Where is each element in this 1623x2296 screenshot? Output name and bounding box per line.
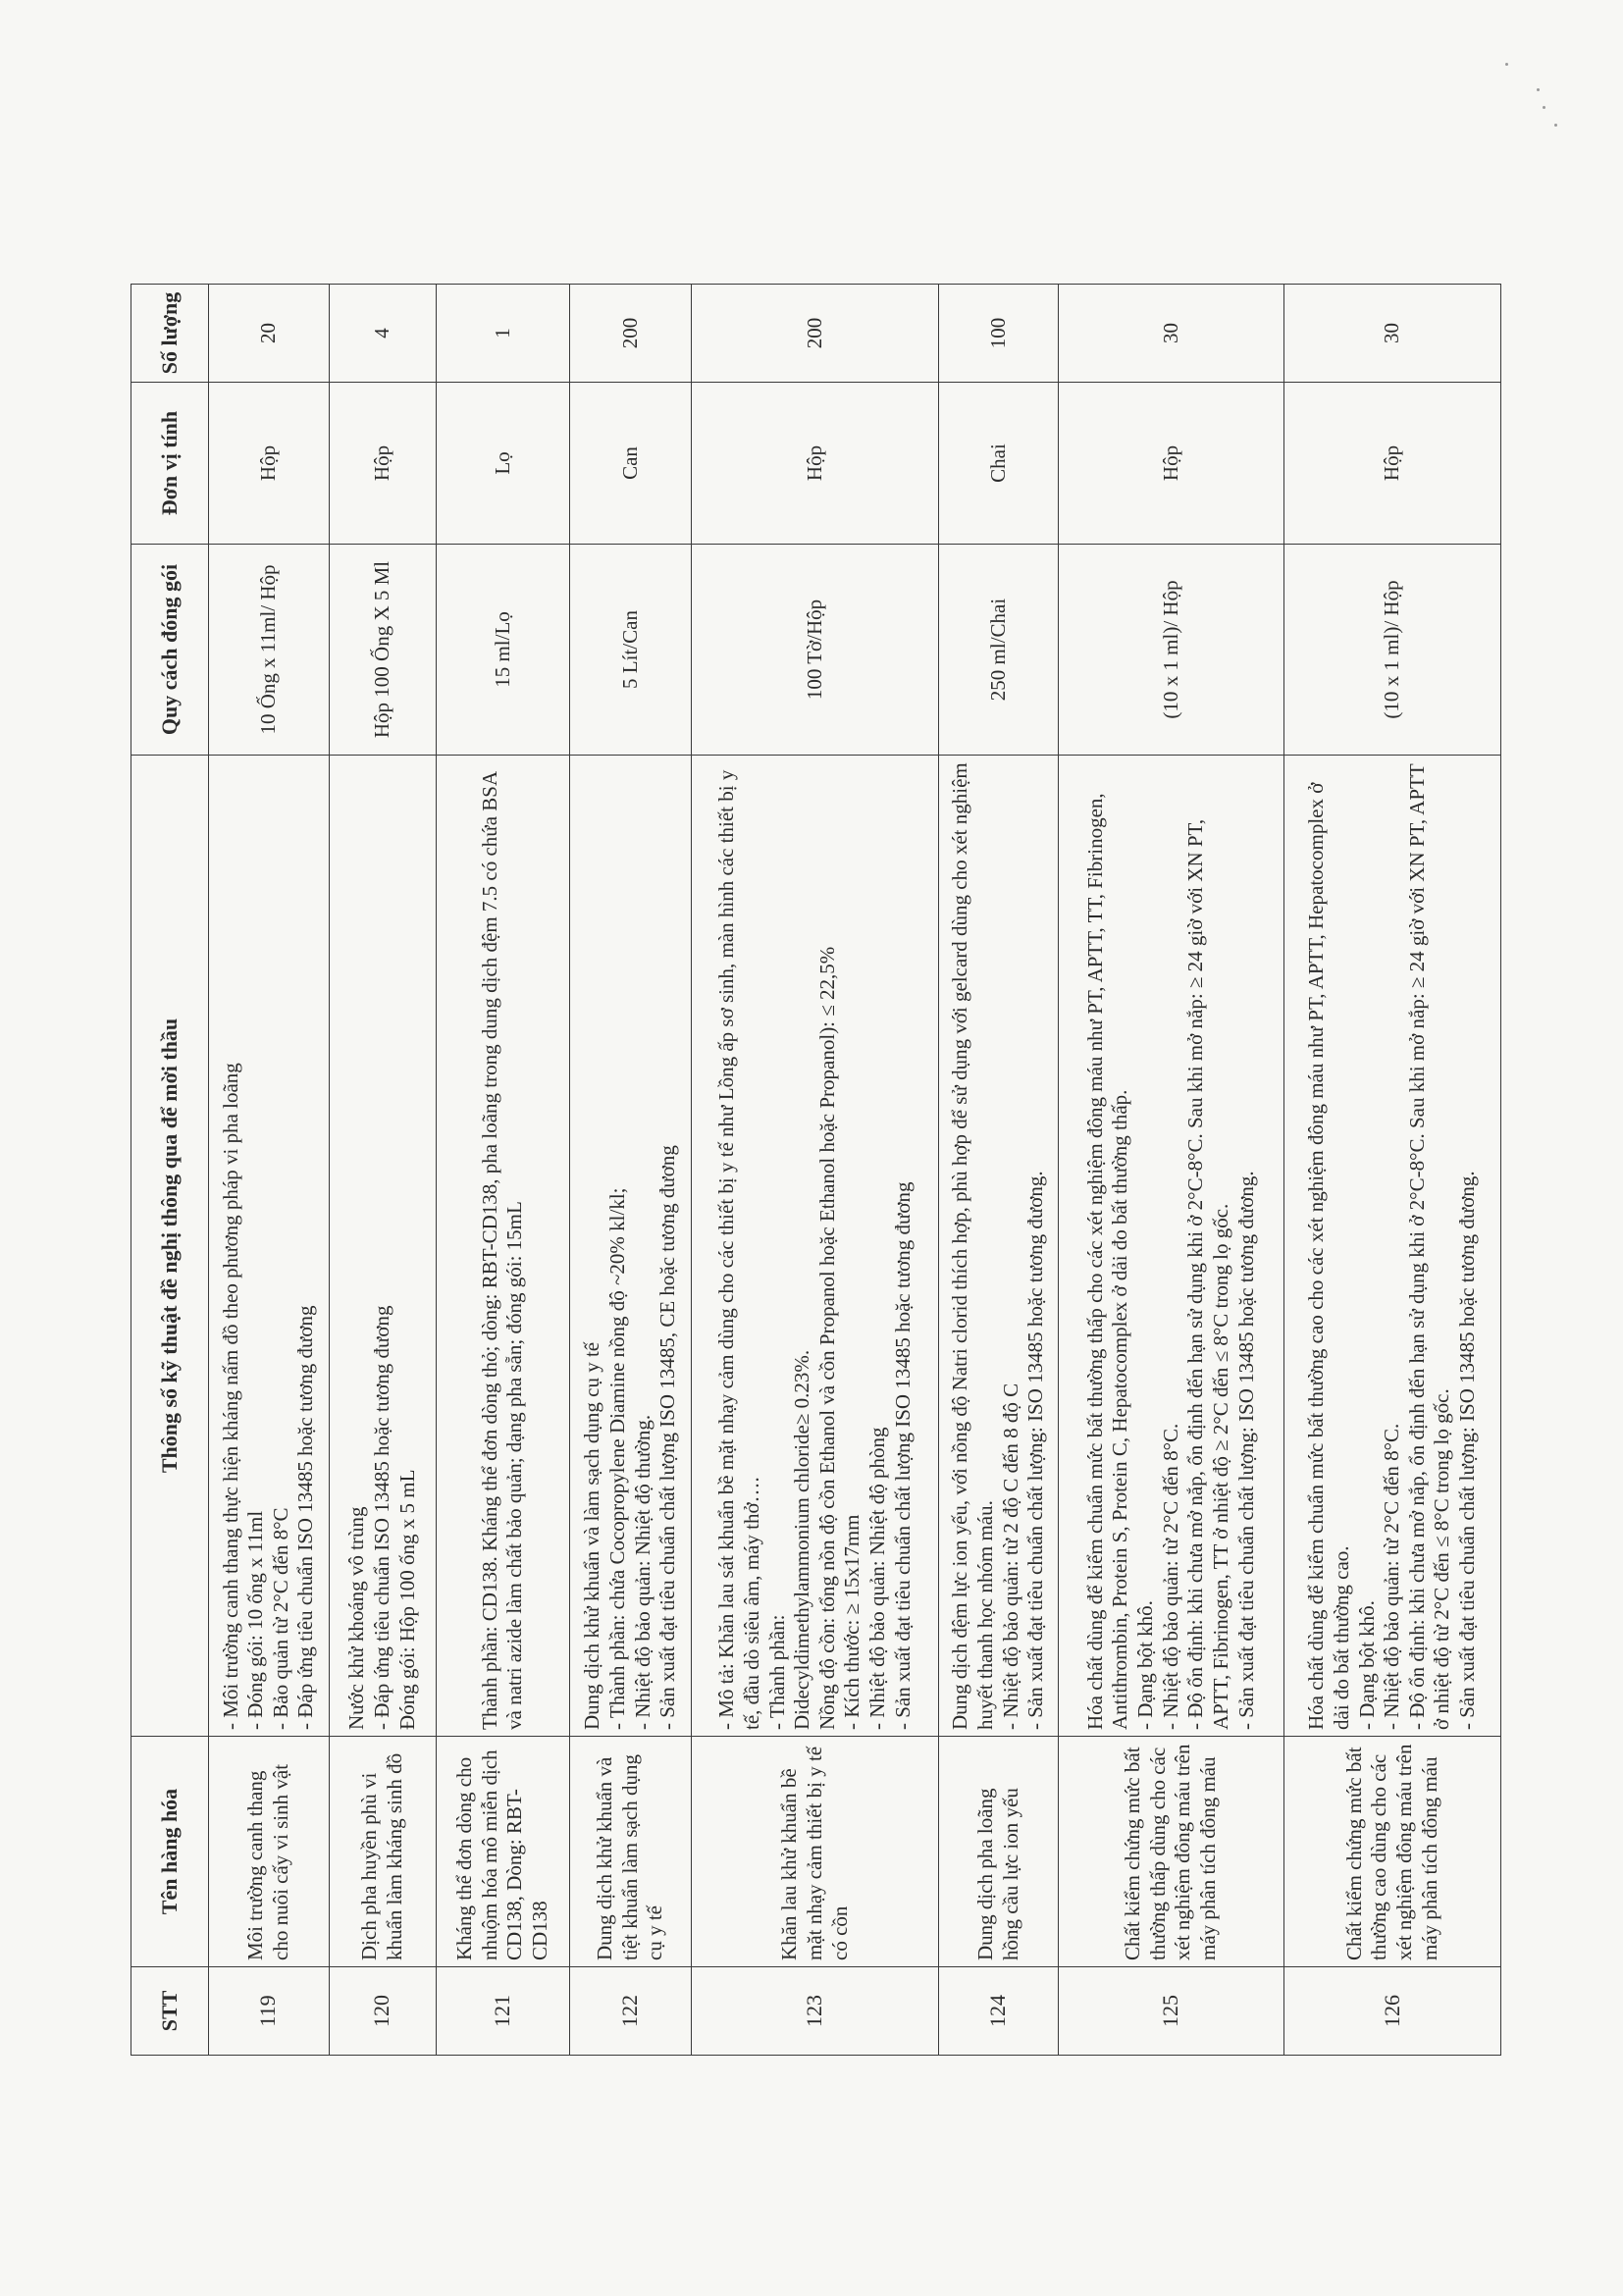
- spec-line: - Sản xuất đạt tiêu chuẩn chất lượng ISO 13485, CE hoặc tương đương: [655, 1145, 680, 1730]
- spec-line: - Đáp ứng tiêu chuẩn ISO 13485 hoặc tương đương: [369, 1305, 393, 1730]
- row-stt: 121: [436, 1967, 569, 2056]
- row-packaging: 10 Ống x 11ml/ Hộp: [209, 545, 330, 756]
- scan-specks: [1486, 59, 1564, 157]
- header-name: Tên hàng hóa: [131, 1737, 209, 1967]
- table-row: [692, 285, 939, 2056]
- row-spec: [569, 756, 692, 1737]
- row-stt: 124: [939, 1967, 1059, 2056]
- row-unit: Hộp: [1283, 383, 1500, 545]
- row-product-name: Chất kiểm chứng mức bất thường thấp dùng cho các xét nghiệm đông máu trên máy phân tích đông máu: [1059, 1737, 1284, 1967]
- row-packaging: (10 x 1 ml)/ Hộp: [1059, 545, 1284, 756]
- spec-line: - Dạng bột khô.: [1354, 1600, 1379, 1730]
- row-unit: Hộp: [209, 383, 330, 545]
- spec-line: Dung dịch khử khuẩn và làm sạch dụng cụ y tế: [580, 1341, 604, 1730]
- spec-line: Hóa chất dùng để kiểm chuẩn mức bất thường thấp cho các xét nghiệm đông máu như PT, APTT, TT, Fibrinogen, Antithrombin, Protein S, Protein C, Hepatocomplex ở dải đo bất thường thấp.: [1082, 793, 1132, 1730]
- table-row: [939, 285, 1059, 2056]
- header-unit: Đơn vị tính: [131, 383, 209, 545]
- spec-line: - Kích thước: ≥ 15x17mm: [840, 1514, 864, 1730]
- row-quantity: 200: [569, 285, 692, 383]
- header-pack: Quy cách đóng gói: [131, 545, 209, 756]
- table-row: [209, 285, 330, 2056]
- row-spec: [1059, 756, 1284, 1737]
- row-quantity: 4: [329, 285, 436, 383]
- table-body: [209, 285, 1501, 2056]
- row-quantity: 1: [436, 285, 569, 383]
- row-quantity: 30: [1059, 285, 1284, 383]
- row-spec: [939, 756, 1059, 1737]
- spec-line: - Nhiệt độ bảo quản: từ 2°C đến 8°C.: [1380, 1423, 1404, 1730]
- header-qty: Số lượng: [131, 285, 209, 383]
- specification-table: [131, 284, 1501, 2056]
- spec-line: - Thành phần: chứa Cocopropylene Diamine nồng độ ~20% kl/kl;: [604, 1187, 629, 1730]
- row-packaging: Hộp 100 Ống X 5 Ml: [329, 545, 436, 756]
- row-packaging: (10 x 1 ml)/ Hộp: [1283, 545, 1500, 756]
- row-quantity: 100: [939, 285, 1059, 383]
- row-unit: Hộp: [692, 383, 939, 545]
- row-spec: [436, 756, 569, 1737]
- spec-line: Hóa chất dùng để kiểm chuẩn mức bất thường cao cho các xét nghiệm đông máu như PT, APTT, Hepatocomplex ở dải đo bất thường cao.: [1304, 782, 1353, 1730]
- spec-line: - Nhiệt độ bảo quản: từ 2°C đến 8°C.: [1158, 1423, 1182, 1730]
- table-row: [436, 285, 569, 2056]
- spec-line: - Dạng bột khô.: [1133, 1600, 1158, 1730]
- spec-line: Dung dịch đệm lực ion yếu, với nồng độ Natri clorid thích hợp, phù hợp để sử dụng với gelcard dùng cho xét nghiệm huyết thanh học nhóm máu.: [948, 762, 997, 1730]
- row-spec: [1283, 756, 1500, 1737]
- spec-line: - Sản xuất đạt tiêu chuẩn chất lượng: ISO 13485 hoặc tương đương.: [1233, 1171, 1258, 1730]
- spec-line: Nước khử khoáng vô trùng: [344, 1506, 369, 1730]
- spec-line: - Độ ổn định: khi chưa mở nắp, ổn định đến hạn sử dụng khi ở 2°C-8°C. Sau khi mở nắp: ≥ 24 giờ với XN PT, APTT ở nhiệt độ từ 2°C đến ≤ 8°C trong lọ gốc.: [1404, 763, 1454, 1730]
- row-stt: 122: [569, 1967, 692, 2056]
- row-spec: [209, 756, 330, 1737]
- row-unit: Can: [569, 383, 692, 545]
- row-spec: [329, 756, 436, 1737]
- row-stt: 123: [692, 1967, 939, 2056]
- spec-line: - Mô tả: Khăn lau sát khuẩn bề mặt nhạy cảm dùng cho các thiết bị y tế như Lồng ấp sơ sinh, màn hình các thiết bị y tế, đầu dò siêu âm, máy thở….: [714, 769, 763, 1730]
- table-row: [1059, 285, 1284, 2056]
- row-stt: 120: [329, 1967, 436, 2056]
- table-row: [569, 285, 692, 2056]
- spec-line: - Đóng gói: 10 ống x 11ml: [243, 1510, 268, 1730]
- row-stt: 125: [1059, 1967, 1284, 2056]
- spec-line: - Sản xuất đạt tiêu chuẩn chất lượng: ISO 13485 hoặc tương đương.: [1023, 1171, 1048, 1730]
- spec-line: Thành phần: CD138. Kháng thể đơn dòng thỏ; dòng: RBT-CD138, pha loãng trong dung dịch đệm 7.5 có chứa BSA và natri azide làm chất bảo quản; dạng pha sẵn; đóng gói: 15mL: [477, 772, 527, 1730]
- row-quantity: 200: [692, 285, 939, 383]
- spec-line: - Môi trường canh thang thực hiện kháng nấm đồ theo phương pháp vi pha loãng: [218, 1063, 242, 1730]
- row-unit: Hộp: [329, 383, 436, 545]
- row-unit: Chai: [939, 383, 1059, 545]
- row-unit: Hộp: [1059, 383, 1284, 545]
- spec-line: - Sản xuất đạt tiêu chuẩn chất lượng ISO 13485 hoặc tương đương: [890, 1181, 915, 1730]
- table-row: [329, 285, 436, 2056]
- row-product-name: Môi trường canh thang cho nuôi cấy vi sinh vật: [209, 1737, 330, 1967]
- row-packaging: 250 ml/Chai: [939, 545, 1059, 756]
- spec-line: - Bảo quản từ 2°C đến 8°C: [268, 1507, 292, 1730]
- row-product-name: Dung dịch pha loãng hồng cầu lực ion yếu: [939, 1737, 1059, 1967]
- table-row: [1283, 285, 1500, 2056]
- row-spec: [692, 756, 939, 1737]
- row-stt: 119: [209, 1967, 330, 2056]
- header-stt: STT: [131, 1967, 209, 2056]
- row-product-name: Chất kiểm chứng mức bất thường cao dùng cho các xét nghiệm đông máu trên máy phân tích đông máu: [1283, 1737, 1500, 1967]
- spec-line: - Đáp ứng tiêu chuẩn ISO 13485 hoặc tương đương: [293, 1305, 318, 1730]
- row-unit: Lọ: [436, 383, 569, 545]
- spec-line: Didecyldimethylammonium chloride≥ 0.23%.: [790, 1349, 814, 1730]
- row-product-name: Dịch pha huyền phù vi khuẩn làm kháng sinh đồ: [329, 1737, 436, 1967]
- spec-line: Đóng gói: Hộp 100 ống x 5 mL: [394, 1469, 419, 1730]
- spec-line: - Thành phần:: [764, 1614, 789, 1730]
- spec-line: - Nhiệt độ bảo quản: Nhiệt độ thường.: [630, 1414, 654, 1730]
- row-packaging: 100 Tờ/Hộp: [692, 545, 939, 756]
- row-stt: 126: [1283, 1967, 1500, 2056]
- row-product-name: Khăn lau khử khuẩn bề mặt nhạy cảm thiết bị y tế có cồn: [692, 1737, 939, 1967]
- row-packaging: 15 ml/Lọ: [436, 545, 569, 756]
- row-product-name: Dung dịch khử khuẩn và tiệt khuẩn làm sạch dụng cụ y tế: [569, 1737, 692, 1967]
- spec-line: - Nhiệt độ bảo quản: Nhiệt độ phòng: [864, 1427, 889, 1730]
- row-quantity: 30: [1283, 285, 1500, 383]
- row-packaging: 5 Lít/Can: [569, 545, 692, 756]
- rotated-table-sheet: [131, 285, 1501, 2056]
- spec-line: Nồng độ cồn: tổng nồn độ cồn Ethanol và cồn Propanol hoặc Ethanol hoặc Propanol): ≤ 22,5%: [814, 946, 839, 1730]
- spec-line: - Nhiệt độ bảo quản: từ 2 độ C đến 8 độ C: [998, 1383, 1022, 1730]
- spec-line: - Sản xuất đạt tiêu chuẩn chất lượng: ISO 13485 hoặc tương đương.: [1454, 1171, 1479, 1730]
- row-product-name: Kháng thể đơn dòng cho nhuộm hóa mô miễn dịch CD138, Dòng: RBT-CD138: [436, 1737, 569, 1967]
- spec-line: - Độ ổn định: khi chưa mở nắp, ổn định đến hạn sử dụng khi ở 2°C-8°C. Sau khi mở nắp: ≥ 24 giờ với XN PT, APTT, Fibrinogen, TT ở nhiệt độ ≥ 2°C đến ≤ 8°C trong lọ gốc.: [1183, 818, 1232, 1730]
- header-spec: Thông số kỹ thuật đề nghị thông qua để mời thầu: [131, 756, 209, 1737]
- table-header-row: [131, 285, 209, 2056]
- row-quantity: 20: [209, 285, 330, 383]
